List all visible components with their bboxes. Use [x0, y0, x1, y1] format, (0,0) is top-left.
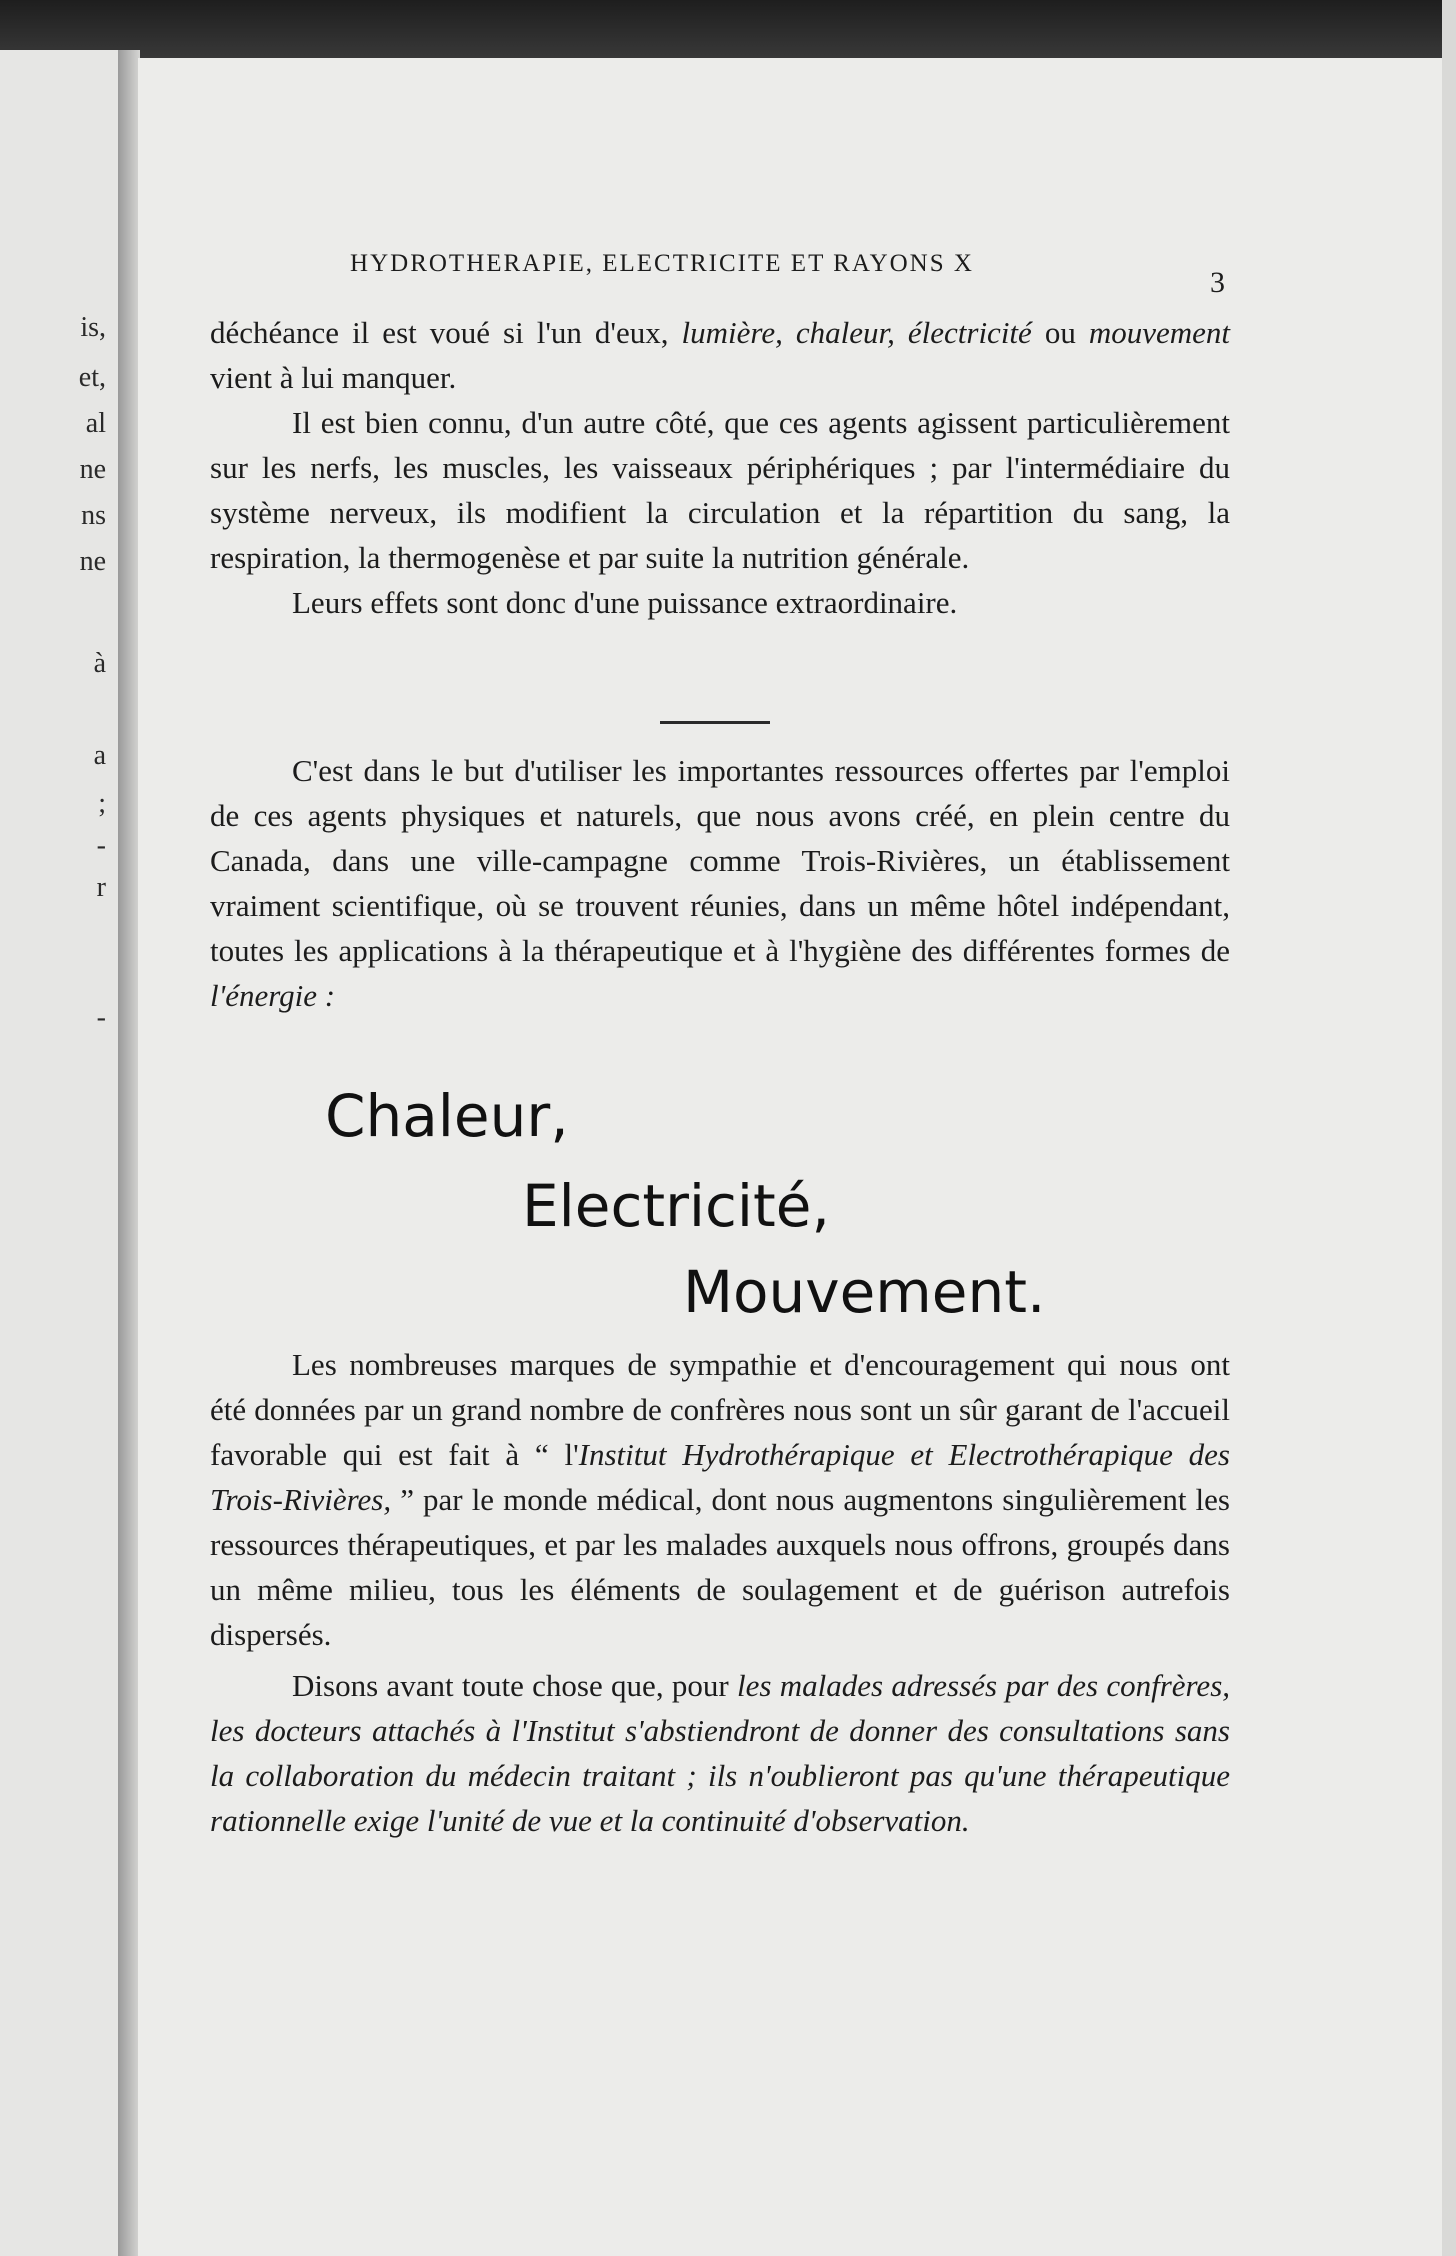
- text-block-bottom: [210, 1342, 1230, 1843]
- left-fragment: et,: [78, 362, 106, 393]
- paragraph-1-text: déchéance il est voué si l'un d'eux,: [210, 315, 682, 350]
- left-fragment: ;: [98, 788, 106, 819]
- headline-electricite: Electricité,: [522, 1172, 830, 1240]
- paragraph-1-text: vient à lui manquer.: [210, 360, 457, 395]
- page-number: 3: [1210, 266, 1225, 299]
- paragraph-5-text: Les nombreuses marques de sympathie et d'encouragement qui nous ont été données par un grand nombre de confrères nous sont un sûr garant de l'accueil favorable qui est fait à “ l': [210, 1347, 1230, 1472]
- paragraph-1-text: ou: [1031, 315, 1089, 350]
- left-fragment: -: [96, 1002, 106, 1033]
- paragraph-2: Il est bien connu, d'un autre côté, que ces agents agissent particulièrement sur les nerfs, les muscles, les vaisseaux périphériques ; par l'intermédiaire du système nerveux, ils modifient la circulation et la répartition du sang, la respiration, la thermogenèse et par suite la nutrition générale.: [210, 405, 1230, 575]
- paragraph-5-italic: Institut Hydrothérapique et Electrothérapique des Trois-Rivières,: [210, 1437, 1230, 1517]
- paragraph-1: [210, 310, 1230, 400]
- paragraph-4: [210, 748, 1230, 1018]
- text-block-top: [210, 310, 1230, 625]
- adjacent-page: [0, 50, 124, 2256]
- left-fragment: ne: [79, 546, 106, 577]
- paragraph-6-text: Disons avant toute chose que, pour: [292, 1668, 738, 1703]
- paragraph-4-italic: l'énergie :: [210, 978, 336, 1013]
- paragraph-5: [210, 1342, 1230, 1657]
- paragraph-4-text: C'est dans le but d'utiliser les importantes ressources offertes par l'emploi de ces agents physiques et naturels, que nous avons créé, en plein centre du Canada, dans une ville-campagne comme Trois-Rivières, un établissement vraiment scientifique, où se trouvent réunies, dans un même hôtel indépendant, toutes les applications à la thérapeutique et à l'hygiène des différentes formes de: [210, 753, 1230, 968]
- paragraph-3: Leurs effets sont donc d'une puissance extraordinaire.: [292, 585, 958, 620]
- running-head: HYDROTHERAPIE, ELECTRICITE ET RAYONS X: [350, 250, 974, 277]
- paragraph-6: [210, 1663, 1230, 1843]
- page-right-edge: [1442, 0, 1456, 2256]
- paragraph-6-italic: les malades adressés par des confrères, les docteurs attachés à l'Institut s'abstiendront de donner des consultations sans la collaboration du médecin traitant ; ils n'oublieront pas qu'une thérapeutique rationnelle exige l'unité de vue et la continuité d'observation.: [210, 1668, 1231, 1838]
- paragraph-1-italic: mouvement: [1088, 315, 1231, 350]
- section-divider: [660, 721, 770, 724]
- left-fragment: ne: [79, 454, 106, 485]
- paragraph-5-text: ” par le monde médical, dont nous augmentons singulièrement les ressources thérapeutiques, et par les malades auxquels nous offrons, groupés dans un même milieu, tous les éléments de soulagement et de guérison autrefois dispersés.: [210, 1482, 1230, 1652]
- left-fragment: a: [93, 740, 106, 771]
- left-fragment: ns: [81, 500, 106, 531]
- paragraph-1-italic: lumière, chaleur, électricité: [681, 315, 1032, 350]
- left-fragment: -: [96, 830, 106, 861]
- headline-chaleur: Chaleur,: [325, 1082, 569, 1150]
- left-fragment: r: [96, 872, 106, 903]
- left-fragment: al: [85, 408, 106, 439]
- book-gutter: [118, 50, 140, 2256]
- headline-mouvement: Mouvement.: [683, 1258, 1046, 1326]
- text-block-middle: [210, 748, 1230, 1018]
- left-fragment: is,: [80, 312, 106, 343]
- left-fragment: à: [93, 648, 106, 679]
- scanner-top-band: [0, 0, 1456, 62]
